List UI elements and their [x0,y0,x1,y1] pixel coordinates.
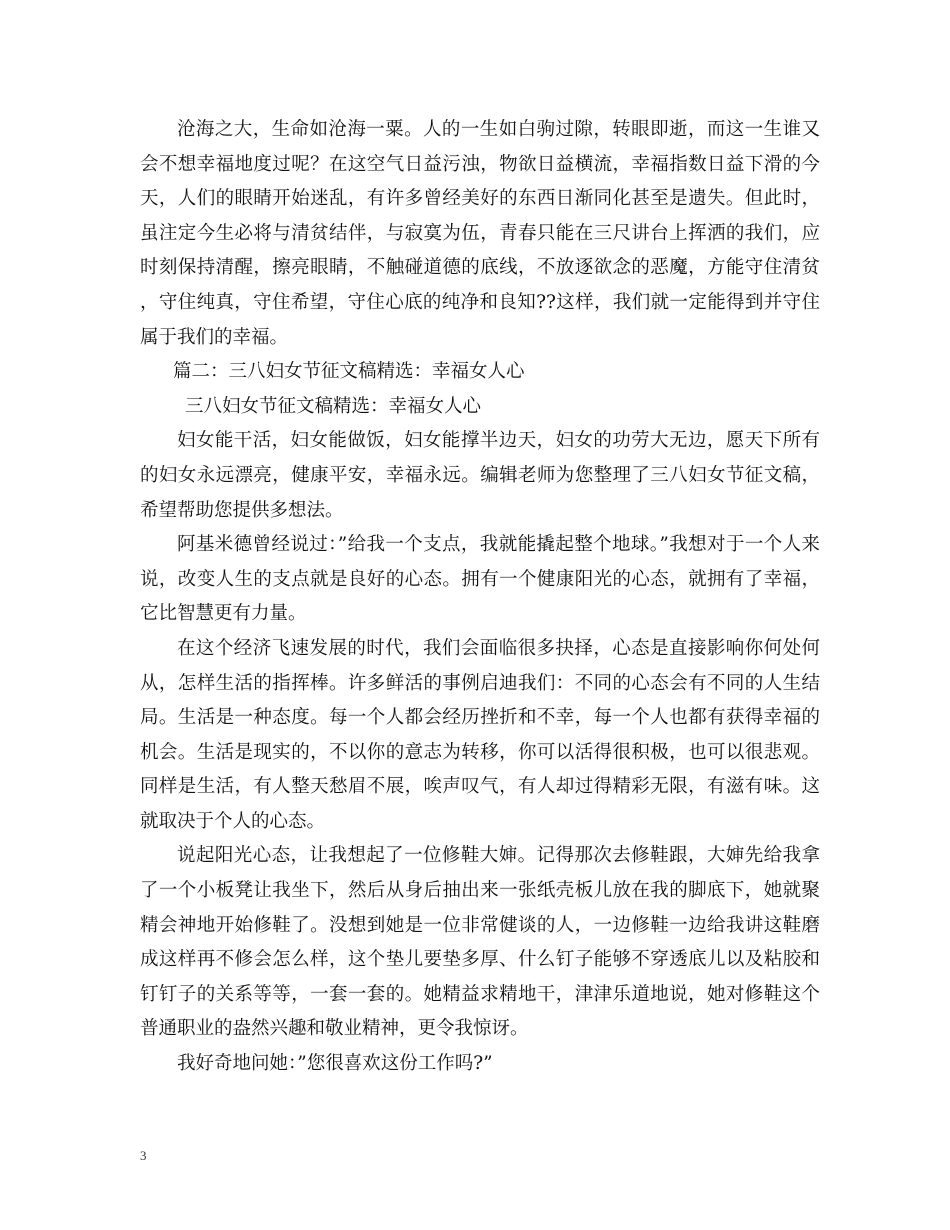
article-title: 三八妇女节征文稿精选：幸福女人心 [185,395,482,417]
paragraph-attitude: 在这个经济飞速发展的时代，我们会面临很多抉择，心态是直接影响你何处何从，怎样生活的指挥棒。许多鲜活的事例启迪我们：不同的心态会有不同的人生结局。生活是一种态度。每一个人都会经历挫折和不幸，每一个人也都有获得幸福的机会。生活是现实的，不以你的意志为转移，你可以活得很积极，也可以很悲观。同样是生活，有人整天愁眉不展，唉声叹气，有人却过得精彩无限，有滋有味。这就取决于个人的心态。 [140,637,820,832]
section-heading: 篇二：三八妇女节征文稿精选：幸福女人心 [173,361,525,383]
paragraph-intro: 沧海之大，生命如沧海一粟。人的一生如白驹过隙，转眼即逝，而这一生谁又会不想幸福地度过呢？在这空气日益污浊，物欲日益横流，幸福指数日益下滑的今天，人们的眼睛开始迷乱，有许多曾经美好的东西日渐同化甚至是遗失。但此时，虽注定今生必将与清贫结伴，与寂寞为伍，青春只能在三尺讲台上挥洒的我们，应时刻保持清醒，擦亮眼睛，不触碰道德的底线，不放逐欲念的恶魔，方能守住清贫，守住纯真，守住希望，守住心底的纯净和良知??这样，我们就一定能得到并守住属于我们的幸福。 [140,119,820,348]
paragraph-question: 我好奇地问她：”您很喜欢这份工作吗?” [177,1053,493,1075]
paragraph-shoe-repair: 说起阳光心态，让我想起了一位修鞋大婶。记得那次去修鞋跟，大婶先给我拿了一个小板凳让我坐下，然后从身后抽出来一张纸壳板儿放在我的脚底下，她就聚精会神地开始修鞋了。没想到她是一位非常健谈的人，一边修鞋一边给我讲这鞋磨成这样再不修会怎么样，这个垫儿要垫多厚、什么钉子能够不穿透底儿以及粘胶和钉钉子的关系等等，一套一套的。她精益求精地干，津津乐道地说，她对修鞋这个普通职业的盎然兴趣和敬业精神，更令我惊讶。 [140,845,820,1040]
paragraph-archimedes: 阿基米德曾经说过：”给我一个支点，我就能撬起整个地球。”我想对于一个人来说，改变人生的支点就是良好的心态。拥有一个健康阳光的心态，就拥有了幸福，它比智慧更有力量。 [140,534,820,625]
document-body [140,113,820,1082]
page-number: 3 [140,1148,147,1163]
paragraph-preface: 妇女能干活，妇女能做饭，妇女能撑半边天，妇女的功劳大无边，愿天下所有的妇女永远漂亮，健康平安，幸福永远。编辑老师为您整理了三八妇女节征文稿，希望帮助您提供多想法。 [140,430,820,521]
